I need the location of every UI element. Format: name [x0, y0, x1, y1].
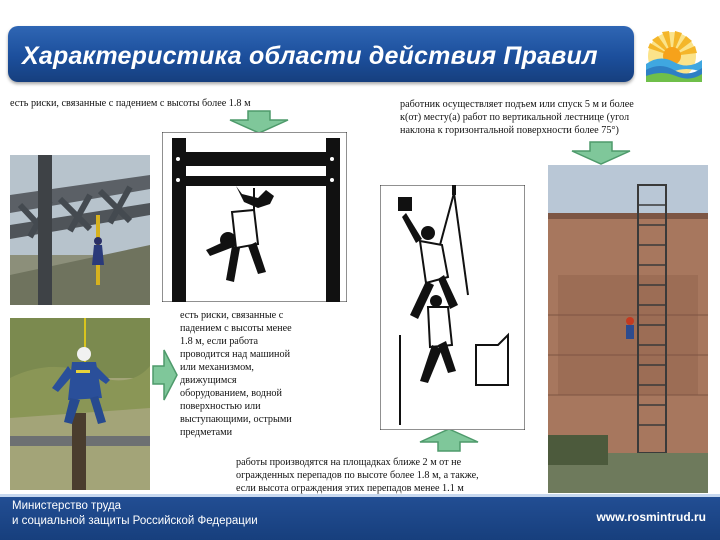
ministry-logo-icon: [640, 26, 704, 82]
caption-line: оборудованием, водной: [180, 388, 282, 399]
footer-organization: [12, 499, 258, 529]
caption-line: наклона к горизонтальной поверхности более 75°): [400, 125, 619, 136]
caption-line: работы производятся на площадках ближе 2 м от не: [236, 457, 462, 468]
org-line: Министерство труда: [12, 500, 122, 512]
caption-line: 1.8 м, если работа: [180, 336, 259, 347]
arrow-down-icon: [228, 110, 290, 134]
org-line: и социальной защиты Российской Федерации: [12, 515, 258, 527]
caption-ladder-climb: [400, 98, 700, 137]
caption-line: к(от) месту(а) работ по вертикальной лестнице (угол: [400, 112, 630, 123]
caption-line: или механизмом,: [180, 362, 254, 373]
caption-line: если высота ограждения этих перепадов менее 1.1 м: [236, 483, 464, 494]
bridge-photo: [10, 155, 150, 305]
caption-line: огражденных перепадов по высоте более 1.8 м, а также,: [236, 470, 479, 481]
worker-barrier-photo: [10, 318, 150, 490]
caption-line: есть риски, связанные с: [180, 310, 284, 321]
footer-divider: [0, 494, 720, 497]
caption-line: выступающими, острыми: [180, 414, 292, 425]
caption-line: проводится над машиной: [180, 349, 291, 360]
page-title: Характеристика области действия Правил: [22, 42, 598, 70]
caption-line: падением с высоты менее: [180, 323, 292, 334]
arrow-up-icon: [418, 428, 480, 452]
caption-line: предметами: [180, 427, 233, 438]
caption-fall-risk-below: [180, 309, 325, 439]
caption-line: движущимся: [180, 375, 237, 386]
website-link[interactable]: www.rosmintrud.ru: [596, 510, 706, 524]
caption-platform-edges: [236, 456, 546, 495]
caption-fall-risk-above: есть риски, связанные с падением с высоты более 1.8 м: [10, 98, 251, 109]
arrow-right-icon: [152, 348, 178, 402]
arrow-down-icon: [570, 141, 632, 165]
beam-fall-drawing: [162, 132, 347, 302]
caption-line: работник осуществляет подъем или спуск 5 м и более: [400, 99, 634, 110]
building-ladder-photo: [548, 165, 708, 493]
ladder-climb-drawing: [380, 185, 525, 430]
caption-line: поверхностью или: [180, 401, 261, 412]
